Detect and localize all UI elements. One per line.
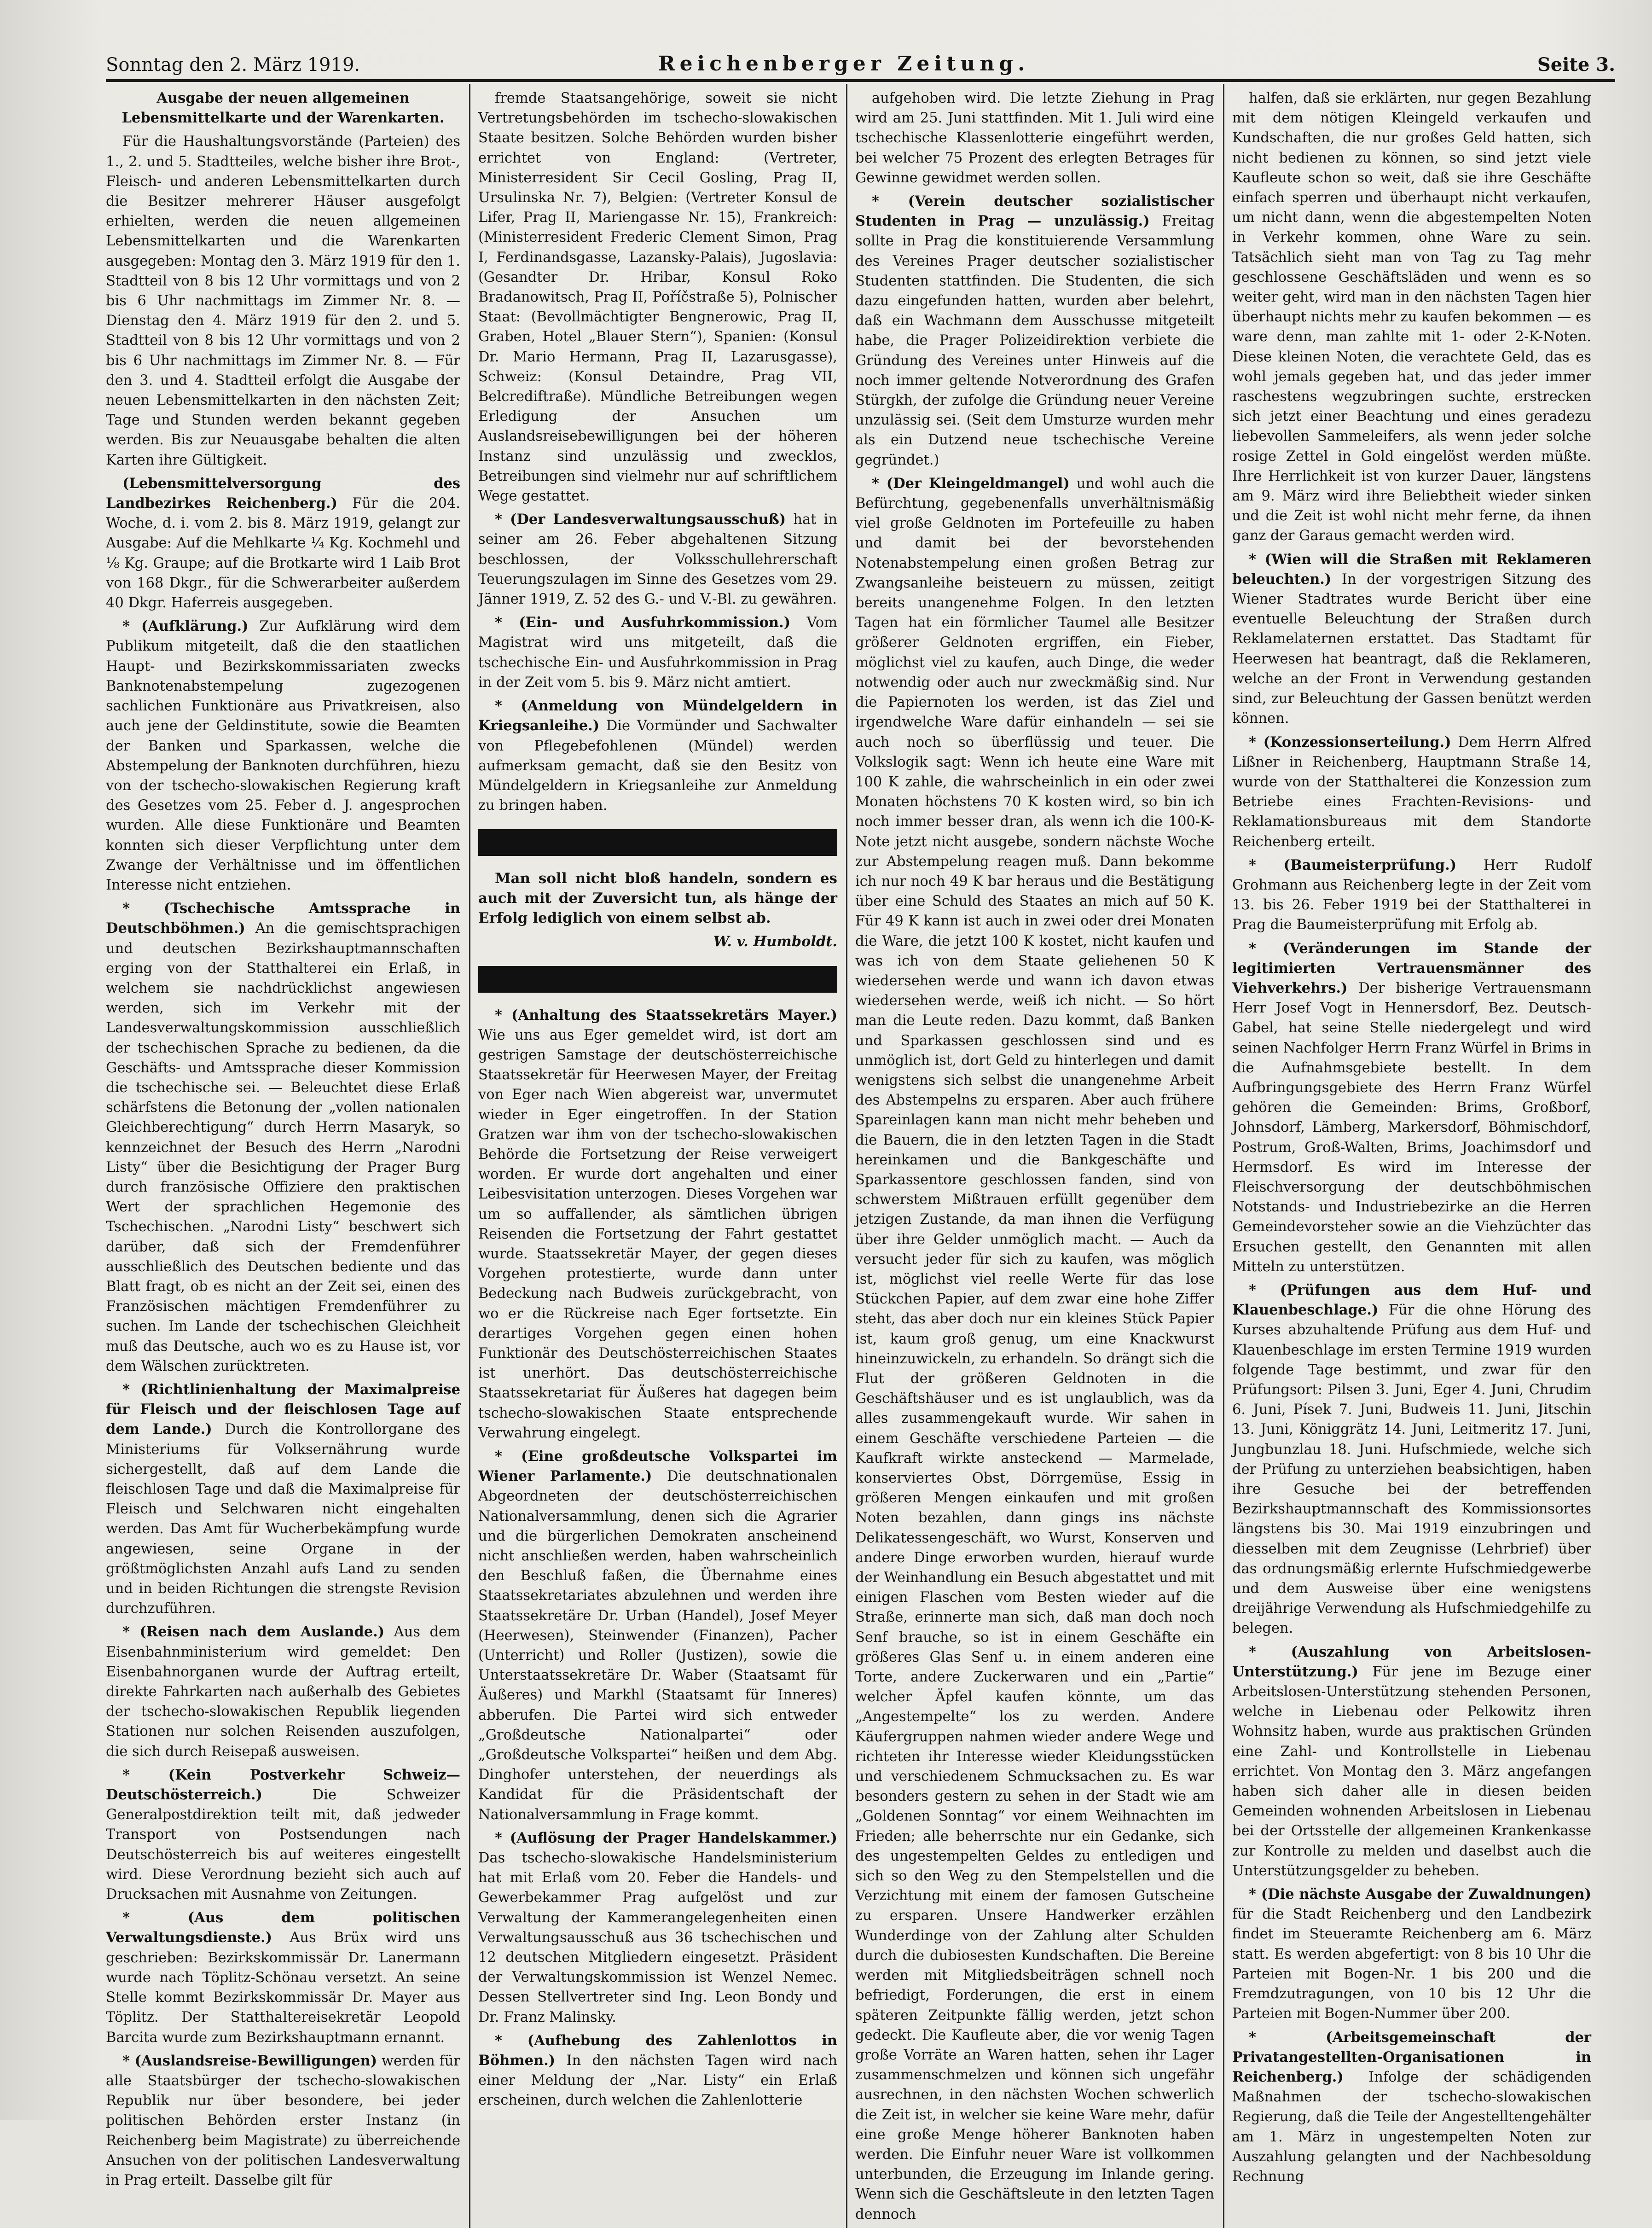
article-text: Vom Magistrat wird uns mitgeteilt, daß die tschechische Ein- und Ausfuhrkommission in Prag in der Zeit vom 5. bis 9. März nicht amtiert. <box>478 615 838 691</box>
article-paragraph <box>106 1908 460 2047</box>
article-text: Der bisherige Vertrauensmann Herr Josef Vogt in Hennersdorf, Bez. Deutsch-Gabel, hat seine Stelle niedergelegt und wird seinen Nachfolger Herrn Franz Würfel in Brims in die Aufnahmsgebiete bestellt. In dem Aufbringungsgebiete des Herrn Franz Würfel gehören die Gemeinden: Brims, Großborf, Johnsdorf, Lämberg, Markersdorf, Böhmischdorf, Postrum, Groß-Walten, Brims, Joachimsdorf und Hermsdorf. Es wird im Interesse der Fleischversorgung der deutschböhmischen Notstands- und Industriebezirke an die Herren Gemeindevorsteher sowie an die Viehzüchter das Ersuchen gestellt, den Genannten mit allen Mitteln zu unterstützen. <box>1232 980 1591 1275</box>
article-heading: * (Baumeisterprüfung.) <box>1249 856 1457 873</box>
article-heading: * (Ein- und Ausfuhrkommission.) <box>495 614 791 631</box>
article-text: Dem Herrn Alfred Lißner in Reichenberg, Hauptmann Straße 14, wurde von der Statthalterei die Konzession zum Betriebe eines Frachten-Revisions- und Reklamationsbureaus mit dem Standorte Reichenberg erteilt. <box>1232 734 1591 850</box>
article-text: für die Stadt Reichenberg und den Landbezirk findet im Steueramte Reichenberg am 6. März statt. Es werden abgefertigt: von 8 bis 10 Uhr die Parteien mit Bogen-Nr. 1 bis 200 und die Fremdzutragungen, von 10 bis 12 Uhr die Parteien mit Bogen-Nummer über 200. <box>1232 1906 1591 2022</box>
article-text: An die gemischtsprachigen und deutschen Bezirkshauptmannschaften erging von der Statthalterei ein Erlaß, in welchem sie nachdrücklichst angewiesen werden, sich im Verkehr mit der Landesverwaltungskommission ausschließlich der tschechischen Sprache zu bedienen, da die Geschäfts- und Amtssprache dieser Kommission die tschechische sei. — Beleuchtet diese Erlaß schärfstens die Betonung der „vollen nationalen Gleichberechtigung“ durch Herrn Masaryk, so kennzeichnet der Besuch des Herrn „Narodni Listy“ über die Besichtigung der Prager Burg durch französische Offiziere den praktischen Wert der sprachlichen Hegemonie des Tschechischen. „Narodni Listy“ beschwert sich darüber, daß sich der Fremdenführer ausschließlich des Deutschen bediente und das Blatt fragt, ob es nicht an der Zeit sei, einen des Französischen mächtigen Fremdenführer zu suchen. Im Lande der tschechischen Gleichheit muß das Deutsche, auch wo es zu Hause ist, vor dem Wälschen zurücktreten. <box>106 920 460 1374</box>
article-paragraph <box>478 696 837 815</box>
article-heading: * (Kein Postverkehr Schweiz—Deutschösterreich.) <box>106 1766 460 1803</box>
article-text: werden für alle Staatsbürger der tschecho-slowakischen Republik nur über besondere, bei jeder politischen Behörden erster Instanz (in Reichenberg beim Magistrate) zu überreichende Ansuchen von der politischen Landesverwaltung in Prag erteilt. Dasselbe gilt für <box>106 2053 461 2188</box>
article-text: Aus Brüx wird uns geschrieben: Bezirkskommissär Dr. Lanermann wurde nach Töplitz-Schönau versetzt. An seine Stelle kommt Bezirkskommissär Dr. Mayer aus Töplitz. Der Statthaltereisekretär Leopold Barcita wurde zum Bezirkshauptmann ernannt. <box>106 1930 460 2046</box>
article-heading: * (Aus dem politischen Verwaltungsdienste.) <box>106 1909 460 1946</box>
article-text: Die deutschnationalen Abgeordneten der deutschösterreichischen Nationalversammlung, denen sich die Agrarier und die bürgerlichen Demokraten anscheinend nicht anschließen werden, haben wahrscheinlich den Beschluß faßen, die Übernahme eines Staatssekretariates abzulehnen und werden ihre Staatssekretäre Dr. Urban (Handel), Josef Meyer (Heerwesen), Steinwender (Finanzen), Pacher (Unterricht) und Roller (Justizen), sowie die Unterstaatssekretäre Dr. Waber (Staatsamt für Äußeres) und Markhl (Staatsamt für Inneres) abberufen. Die Partei wird sich entweder „Großdeutsche Nationalpartei“ oder „Großdeutsche Volkspartei“ heißen und dem Abg. Dinghofer unterstehen, der neuerdings als Kandidat für die Präsidentschaft der Nationalversammlung in Frage kommt. <box>478 1468 837 1823</box>
quote-author: W. v. Humboldt. <box>713 933 837 950</box>
article-text: und wohl auch die Befürchtung, gegebenenfalls unverhältnismäßig viel große Geldnoten im Portefeuille zu haben und damit bei der bevorstehenden Notenabstempelung einen großen Betrag zur Zwangsanleihe beisteuern zu müssen, zeitigt bereits unangenehme Folgen. In den letzten Tagen hat ein förmlicher Taumel alle Besitzer größerer Geldnoten ergriffen, ein Fieber, möglichst viel zu kaufen, auch Dinge, die weder notwendig oder auch nur zweckmäßig sind. Nur die Papiernoten los werden, ist das Ziel und irgendwelche Ware dafür einhandeln — sei sie auch noch so überflüssig und teuer. Die Volkslogik sagt: Wenn ich heute eine Ware mit 100 K zahle, die wahrscheinlich in ein oder zwei Monaten höchstens 70 K kosten wird, so bin ich noch immer besser dran, als wenn ich die 100-K-Note jetzt nicht ausgebe, sondern nächste Woche zur Abstempelung reagen muß. Dann bekomme ich nur noch 49 K bar heraus und die Bestätigung über eine Schuld des Staates an mich auf 50 K. Für 49 K kann ist auch in zwei oder drei Monaten die Ware, die jetzt 100 K kostet, nicht kaufen und was ich von dem Staate geliehenen 50 K wiedersehen werde und wann ich davon etwas wiedersehen werde, weiß ich nicht. — So hört man die Leute reden. Dazu kommt, daß Banken und Sparkassen geschlossen sind und es unmöglich ist, dort Geld zu hinterlegen und damit wenigstens sich selbst die unangenehme Arbeit des Abstempelns zu ersparen. Aber auch frühere Spareinlagen kann man nicht mehr beheben und die Bauern, die in den letzten Tagen in die Stadt hereinkamen und die Bankgeschäfte und Sparkassentore geschlossen fanden, sind von schwerstem Mißtrauen erfüllt gegenüber dem jetzigen Zustande, da man ihnen die Verfügung über ihre Gelder unmöglich macht. — Auch da versucht jeder für sich zu kaufen, was möglich ist, möglichst viel reelle Werte für das lose Stückchen Papier, auf dem zwar eine hohe Ziffer steht, das aber doch nur ein kleines Stück Papier ist, kaum groß genug, um eine Knackwurst hineinzuwickeln, zu erhandeln. So drängt sich die Flut der größeren Geldnoten in die Geschäftshäuser und es ist unglaublich, was da alles zusammengekauft wurde. Wir sahen in einem Geschäfte verschiedene Parteien — die Kaufkraft wirkte ansteckend — Marmelade, konserviertes Obst, Dörrgemüse, Essig in größeren Mengen einkaufen und mit großen Noten bezahlen, dann gings ins nächste Delikatessengeschäft, wo Wurst, Konserven und andere Dinge erworben wurden, hierauf wurde der Weinhandlung ein Besuch abgestattet und mit einigen Flaschen vom Besten wieder auf die Straße, erinnerte man sich, daß man doch noch Senf brauche, so ist in einem Geschäfte ein größeres Glas Senf u. in einem anderen eine Torte, andere Zuckerwaren und ein „Partie“ welcher Äpfel kaufen könnte, um das „Angestempelte“ los zu werden. Andere Käufergruppen nahmen wieder andere Wege und richteten ihr Interesse wieder Kleidungsstücken und verschiedenem Schmucksachen zu. Es war besonders gestern zu sehen in der Stadt wie am „Goldenen Sonntag“ vor einem Weihnachten im Frieden; alle beherrschte nur ein Gedanke, sich des ungestempelten Geldes zu entledigen und sich so den Weg zu den Stempelstellen und die Verzichtung mit einem der famosen Gutscheine zu ersparen. Unsere Handwerker erzählen Wunderdinge von der Zahlung alter Schulden durch die dubiosesten Kundschaften. Die Bereine werden mit Mitgliedsbeiträgen schnell noch befriedigt, Forderungen, die erst in einem späteren Zeitpunkte fällig werden, jetzt schon gedeckt. Die Kaufleute aber, die vor wenig Tagen große Vorräte an Waren hatten, sehen ihr Lager zusammenschmelzen und können sich ungefähr ausrechnen, in den nächsten Wochen schwerlich die Zeit ist, in welcher sie keine Ware mehr, dafür eine große Menge höherer Banknoten haben werden. Die Einfuhr neuer Ware ist vollkommen unterbunden, die Erzeugung im Inlande gering. Wenn sich die Geschäftsleute in den letzten Tagen dennoch <box>855 475 1214 2222</box>
article-heading: * (Eine großdeutsche Volkspartei im Wiener Parlamente.) <box>478 1448 837 1485</box>
article-paragraph <box>478 88 837 506</box>
article-heading: * (Auflösung der Prager Handelskammer.) <box>495 1829 837 1846</box>
article-text: Das tschecho-slowakische Handelsministerium hat mit Erlaß vom 20. Feber die Handels- und Gewerbekammer Prag aufgelöst und zur Verwaltung der Kammerangelegenheiten einen Verwaltungsausschuß aus 36 tschechischen und 12 deutschen Mitgliedern eingesetzt. Präsident der Verwaltungskommission ist Wenzel Nemec. Dessen Stellvertreter sind Ing. Leon Bondy und Dr. Franz Malinsky. <box>478 1850 837 2025</box>
article-paragraph <box>1232 855 1591 935</box>
article-text: Infolge der schädigenden Maßnahmen der tschecho-slowakischen Regierung, daß die Teile der Angestelltengehälter am 1. März in ungestempelten Noten zur Auszahlung gelangten und der Nachbesoldung Rechnung <box>1232 2069 1591 2185</box>
article-text: aufgehoben wird. Die letzte Ziehung in Prag wird am 25. Juni stattfinden. Mit 1. Juli wird eine tschechische Klassenlotterie eingeführt werden, bei welcher 75 Prozent des erlegten Betrages für Gewinne gewidmet werden sollen. <box>855 90 1214 186</box>
article-paragraph <box>106 2051 460 2190</box>
article-heading: * (Anhaltung des Staatssekretärs Mayer.) <box>495 1006 837 1024</box>
article-paragraph <box>855 474 1214 2224</box>
article-text: Wie uns aus Eger gemeldet wird, ist dort am gestrigen Samstage der deutschösterreichische Staatssekretär für Heerwesen Mayer, der Freitag von Eger nach Wien abgereist war, unvermutet wieder in Eger eingetroffen. In der Station Gratzen war ihm von der tschecho-slowakischen Behörde die Fortsetzung der Reise verweigert worden. Er wurde dort angehalten und einer Leibesvisitation unterzogen. Dieses Vorgehen war um so auffallender, als sämtlichen übrigen Reisenden die Fortsetzung der Fahrt gestattet wurde. Staatssekretär Mayer, der gegen dieses Vorgehen protestierte, wurde dann unter Bedeckung nach Budweis zurückgebracht, von wo er die Rückreise nach Eger fortsetzte. Ein derartiges Vorgehen gegen einen hohen Funktionär des Deutschösterreichischen Staates ist unerhört. Das deutschösterreichische Staatssekretariat für Äußeres hat dagegen beim tschecho-slowakischen Staate entsprechende Verwahrung eingelegt. <box>478 1027 837 1441</box>
article-heading: * (Prüfungen aus dem Huf- und Klauenbeschlage.) <box>1232 1281 1591 1319</box>
article-paragraph <box>478 2031 837 2111</box>
article-paragraph <box>106 1622 460 1761</box>
article-text: Ausgabe der neuen allgemeinen Lebensmittelkarte und der Warenkarten. <box>122 90 445 127</box>
article-text: fremde Staatsangehörige, soweit sie nicht Vertretungsbehörden im tschecho-slowakischen Staate besitzen. Solche Behörden wurden bisher errichtet von England: (Vertreter, Ministerresident Sir Cecil Gosling, Prag II, Ursulinska Nr. 7), Belgien: (Vertreter Konsul de Lifer, Prag II, Mariengasse Nr. 15), Frankreich: (Ministerresident Frederic Clement Simon, Prag I, Ferdinandsgasse, Lazansky-Palais), Jugoslavia: (Gesandter Dr. Hribar, Konsul Roko Bradanowitsch, Prag II, Poříčstraße 5), Polnischer Staat: (Bevollmächtigter Bengnerowic, Prag II, Graben, Hotel „Blauer Stern“), Spanien: (Konsul Dr. Mario Hermann, Prag II, Lazarusgasse), Schweiz: (Konsul Detaindre, Prag VII, Belcrediftraße). Mündliche Betreibungen wegen Erledigung der Ansuchen um Auslandsreisebewilligungen bei der höheren Instanz sind unzulässig und zwecklos, Betreibungen sind vielmehr nur auf schriftlichem Wege gestattet. <box>478 90 837 505</box>
article-text: Freitag sollte in Prag die konstituierende Versammlung des Vereines Prager deutscher sozialistischer Studenten stattfinden. Die Studenten, die sich dazu eingefunden hatten, wurden aber belehrt, daß ein Wachmann dem Ausschusse mitgeteilt habe, die Prager Polizeidirektion verbiete die Gründung des Vereines unter Hinweis auf die noch immer geltende Notverordnung des Grafen Stürgkh, der zufolge die Gründung neuer Vereine unzulässig sei. (Seit dem Umsturze wurden mehr als ein Dutzend neue tschechische Vereine gegründet.) <box>855 213 1214 468</box>
article-heading: * (Konzessionserteilung.) <box>1249 733 1451 750</box>
article-text: Für die Haushaltungsvorstände (Parteien) des 1., 2. und 5. Stadtteiles, welche bisher ihre Brot-, Fleisch- und anderen Lebensmittelkarten durch die Besitzer mehrerer Häuser ausgefolgt erhielten, werden die neuen allgemeinen Lebensmittelkarten und die Warenkarten ausgegeben: Montag den 3. März 1919 für den 1. Stadtteil von 8 bis 12 Uhr vormittags und von 2 bis 6 Uhr nachmittags im Zimmer Nr. 8. — Dienstag den 4. März 1919 für den 2. und 5. Stadtteil von 8 bis 12 Uhr vormittags und von 2 bis 6 Uhr nachmittags im Zimmer Nr. 8. — Für den 3. und 4. Stadtteil erfolgt die Ausgabe der neuen Lebensmittelkarten in den nächsten Zeit; Tage und Stunden werden bekannt gegeben werden. Bis zur Neuausgabe behalten die alten Karten ihre Gültigkeit. <box>106 134 460 468</box>
article-paragraph <box>478 1828 837 2027</box>
column-4 <box>1232 88 1591 2228</box>
article-paragraph <box>1232 1280 1591 1639</box>
article-paragraph <box>1232 2028 1591 2187</box>
article-heading: * (Die nächste Ausgabe der Zuwaldnungen) <box>1249 1886 1591 1903</box>
article-paragraph <box>106 1380 460 1618</box>
quote-text: Man soll nicht bloß handeln, sondern es auch mit der Zuversicht tun, als hänge der Erfolg lediglich von einem selbst ab. <box>478 870 837 927</box>
article-text: Für die ohne Hörung des Kurses abzuhaltende Prüfung aus dem Huf- und Klauenbeschlage im ersten Termine 1919 wurden folgende Tage bestimmt, und zwar für den Prüfungsort: Pilsen 3. Juni, Eger 4. Juni, Chrudim 6. Juni, Písek 7. Juni, Budweis 11. Juni, Jitschin 13. Juni, Königgrätz 14. Juni, Leitmeritz 17. Juni, Jungbunzlau 18. Juni. Hufschmiede, welche sich der Prüfung zu unterziehen beabsichtigen, haben ihre Gesuche bei der betreffenden Bezirkshauptmannschaft des Kommissionsortes längstens bis 30. Mai 1919 einzubringen und diesselben mit dem Zeugnisse (Lehrbrief) über das ordnungsmäßig erlernte Hufschmiedgewerbe und dem Ausweise über eine wenigstens dreijährige Verwendung als Hufschmiedgehilfe zu belegen. <box>1232 1302 1591 1637</box>
article-paragraph <box>1232 1885 1591 2024</box>
article-text: Herr Rudolf Grohmann aus Reichenberg legte in der Zeit vom 13. bis 26. Feber 1919 bei der Statthalterei in Prag die Baumeisterprüfung mit Erfolg ab. <box>1232 857 1591 933</box>
article-paragraph <box>478 510 837 609</box>
newspaper-name: Reichenberger Zeitung. <box>658 52 1030 76</box>
article-paragraph <box>855 88 1214 188</box>
page-number: Seite 3. <box>1537 54 1615 76</box>
article-heading: * (Veränderungen im Stande der legitimierten Vertrauensmänner des Viehverkehrs.) <box>1232 940 1591 996</box>
article-paragraph <box>106 899 460 1376</box>
column-2 <box>478 88 837 2228</box>
article-text: Für jene im Bezuge einer Arbeitslosen-Unterstützung stehenden Personen, welche in Liebenau oder Pelkowitz ihren Wohnsitz haben, wurde aus praktischen Gründen eine Zahl- und Kontrollstelle in Liebenau errichtet. Von Montag den 3. März angefangen haben sich daher alle in diesen beiden Gemeinden wohnenden Arbeitslosen in Liebenau bei der Ortsstelle der allgemeinen Krankenkasse zur Kontrolle zu melden und daselbst auch die Unterstützungsgelder zu beheben. <box>1232 1664 1591 1879</box>
issue-date: Sonntag den 2. März 1919. <box>106 54 360 76</box>
article-heading: * (Wien will die Straßen mit Reklameren beleuchten.) <box>1232 551 1591 588</box>
article-heading: * (Aufklärung.) <box>122 618 249 635</box>
article-paragraph <box>106 1765 460 1904</box>
article-heading: * (Arbeitsgemeinschaft der Privatangestellten-Organisationen in Reichenberg.) <box>1232 2029 1591 2085</box>
article-heading: * (Aufhebung des Zahlenlottos in Böhmen.) <box>478 2032 837 2069</box>
article-heading: * (Richtlinienhaltung der Maximalpreise für Fleisch und der fleischlosen Tage auf dem Lande.) <box>106 1381 460 1438</box>
article-paragraph <box>106 132 460 470</box>
article-text: Zur Aufklärung wird dem Publikum mitgeteilt, daß die den staatlichen Haupt- und Bezirkskommissariaten zwecks Banknotenabstempelung zugezogenen sachlichen Funktionäre aus Privatkreisen, also auch jene der Geldinstitute, sowie die Beamten der Banken und Sparkassen, welche die Abstempelung der Banknoten durchführen, hiezu von der tschecho-slowakischen Regierung kraft des Gesetzes vom 25. Feber d. J. angesprochen wurden. Alle diese Funktionäre und Beamten konnten sich dieser Verpflichtung unter dem Zwange der Verhältnisse und im öffentlichen Interesse nicht entziehen. <box>106 618 460 893</box>
article-paragraph <box>1232 1642 1591 1881</box>
article-text: Aus dem Eisenbahnministerium wird gemeldet: Den Eisenbahnorganen wurde der Auftrag erteilt, direkte Fahrkarten nach außerhalb des Gebietes der tschecho-slowakischen Republik liegenden Stationen nur solchen Reisenden auszufolgen, die sich durch Reisepaß ausweisen. <box>106 1624 460 1760</box>
article-text: halfen, daß sie erklärten, nur gegen Bezahlung mit dem nötigen Kleingeld verkaufen und Kundschaften, die nur großes Geld hatten, sich nicht bedienen zu können, so sind jetzt viele Kaufleute schon so weit, daß sie ihre Geschäfte einfach sperren und überhaupt nicht verkaufen, um nicht dann, wenn die abgestempelten Noten in Verkehr kommen, ohne Ware zu sein. Tatsächlich sieht man von Tag zu Tag mehr geschlossene Geschäftsläden und wenn es so weiter geht, wird man in den nächsten Tagen hier überhaupt nichts mehr zu kaufen bekommen — es ware denn, man zahlte mit 1- oder 2-K-Noten. Diese kleinen Noten, die verachtete Geld, das es wohl jemals gegeben hat, und das jeder immer raschestens wegzubringen suchte, erstrecken sich jetzt einer Beachtung und eines geradezu liebevollen Sammeleifers, als wenn jeder solche rosige Zettel in Gold eingelöst werden müßte. Ihre Herrlichkeit ist von kurzer Dauer, längstens am 9. März wird ihre Beliebtheit wieder sinken und die Zeit ist wohl nicht mehr ferne, da ihnen ganz der Garaus gemacht werden wird. <box>1232 90 1591 544</box>
article-heading: * (Reisen nach dem Auslande.) <box>122 1623 385 1640</box>
article-paragraph <box>855 192 1214 470</box>
article-paragraph <box>478 1447 837 1825</box>
article-paragraph <box>106 617 460 895</box>
article-text: In der vorgestrigen Sitzung des Wiener Stadtrates wurde Bericht über eine eventuelle Beleuchtung der Straßen durch Reklamelaternen erstattet. Das Stadtamt für Heerwesen hat beantragt, daß die Reklameren, welche an der Front in Verwendung gestanden sind, zur Beleuchtung der Gassen benützt werden können. <box>1232 571 1591 727</box>
article-text: Die Vormünder und Sachwalter von Pflegebefohlenen (Mündel) werden aufmerksam gemacht, daß sie den Besitz von Mündelgeldern in Kriegsanleihe zur Anmeldung zu bringen haben. <box>478 718 837 814</box>
article-heading: * (Der Landesverwaltungsausschuß) <box>495 511 786 528</box>
article-heading: (Lebensmittelversorgung des Landbezirkes Reichenberg.) <box>106 475 460 512</box>
article-heading: * (Der Kleingeldmangel) <box>872 475 1070 492</box>
black-rule <box>478 829 837 856</box>
page-header <box>106 50 1615 82</box>
article-heading: * (Tschechische Amtssprache in Deutschböhmen.) <box>106 900 460 937</box>
article-paragraph <box>478 1006 837 1443</box>
article-paragraph <box>1232 733 1591 852</box>
article-heading: * (Auslandsreise-Bewilligungen) <box>122 2052 377 2069</box>
article-paragraph <box>1232 550 1591 729</box>
article-text: hat in seiner am 26. Feber abgehaltenen Sitzung beschlossen, der Volksschullehrerschaft Teuerungszulagen im Sinne des Gesetzes vom 29. Jänner 1919, Z. 52 des G.- und V.-Bl. zu gewähren. <box>478 512 838 608</box>
article-paragraph <box>1232 88 1591 546</box>
article-text: Durch die Kontrollorgane des Ministeriums für Volksernährung wurde sichergestellt, daß auf dem Lande die fleischlosen Tage und daß die Maximalpreise für Fleisch und Selchwaren nicht eingehalten werden. Das Amt für Wucherbekämpfung wurde angewiesen, seine Organe in der größtmöglichsten Anzahl aufs Land zu senden und in beiden Richtungen die strengste Revision durchzuführen. <box>106 1421 460 1617</box>
article-columns <box>106 88 1615 2228</box>
article-heading: * (Verein deutscher sozialistischer Studenten in Prag — unzulässig.) <box>855 193 1214 230</box>
article-text: Für die 204. Woche, d. i. vom 2. bis 8. März 1919, gelangt zur Ausgabe: Auf die Mehlkarte ¼ Kg. Kochmehl und ⅛ Kg. Graupe; auf die Brotkarte wird 1 Laib Brot von 168 Dkgr., für die Schwerarbeiter außerdem 40 Dkgr. Haferreis ausgegeben. <box>106 495 460 611</box>
column-1 <box>106 88 460 2228</box>
article-paragraph <box>106 88 460 128</box>
article-paragraph <box>1232 939 1591 1277</box>
column-3 <box>855 88 1214 2228</box>
black-rule <box>478 966 837 993</box>
article-text: Die Schweizer Generalpostdirektion teilt mit, daß jedweder Transport von Postsendungen nach Deutschösterreich bis auf weiteres eingestellt wird. Diese Verordnung bezieht sich auch auf Drucksachen mit Ausnahme von Zeitungen. <box>106 1787 460 1903</box>
article-heading: * (Anmeldung von Mündelgeldern in Kriegsanleihe.) <box>478 698 837 734</box>
article-paragraph <box>106 474 460 613</box>
article-heading: * (Auszahlung von Arbeitslosen-Unterstützung.) <box>1232 1643 1591 1680</box>
article-text: In den nächsten Tagen wird nach einer Meldung der „Nar. Listy“ ein Erlaß erscheinen, durch welchen die Zahlenlotterie <box>478 2053 837 2109</box>
article-paragraph <box>478 613 837 692</box>
